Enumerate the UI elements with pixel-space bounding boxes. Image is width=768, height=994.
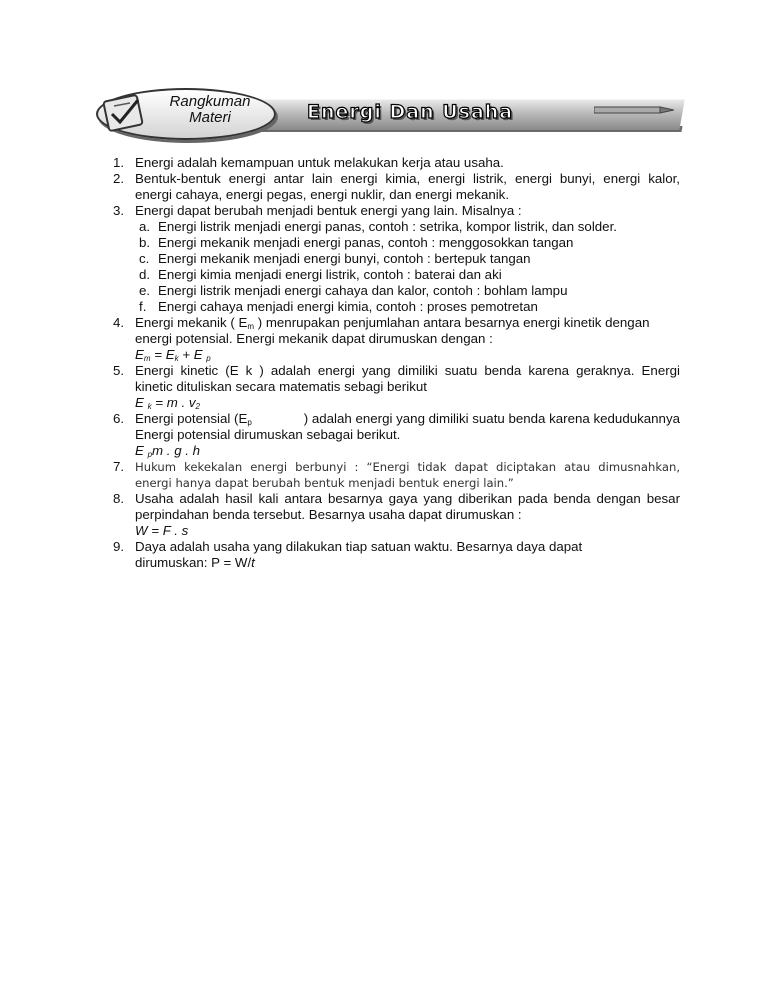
- subscript: k: [147, 402, 152, 411]
- subscript: 2: [195, 402, 200, 411]
- text-run: Energi potensial (E: [135, 411, 248, 426]
- item-2-line-2: energi cahaya, energi pegas, energi nuklir, dan energi mekanik.: [135, 187, 510, 202]
- formula-run: E: [135, 395, 148, 410]
- sub-letter: c.: [139, 251, 150, 266]
- oval-line-1: Rangkuman: [169, 93, 251, 110]
- pencil-icon: [594, 106, 674, 114]
- sub-item-b: Energi mekanik menjadi energi panas, contoh : menggosokkan tangan: [158, 235, 574, 250]
- formula-run: m . g . h: [152, 443, 201, 458]
- text-run: Energi mekanik ( E: [135, 315, 248, 330]
- item-3-line-1: Energi dapat berubah menjadi bentuk energi yang lain. Misalnya :: [135, 203, 522, 218]
- item-number: 8.: [113, 491, 125, 506]
- item-1-line-1: Energi adalah kemampuan untuk melakukan kerja atau usaha.: [135, 155, 504, 170]
- subscript: m: [247, 322, 255, 331]
- item-8-line-1: Usaha adalah hasil kali antara besarnya gaya yang diberikan pada benda dengan besar: [135, 491, 680, 506]
- item-number: 9.: [113, 539, 125, 554]
- item-7-line-2: energi hanya dapat berubah bentuk menjadi bentuk energi lain.”: [135, 476, 514, 490]
- oval-line-2: Materi: [189, 109, 231, 126]
- subscript: p: [247, 418, 252, 427]
- text-run: ) menrupakan penjumlahan antara besarnya energi kinetik dengan: [254, 315, 650, 330]
- text-run: ) adalah energi yang dimiliki suatu benda karena kedudukannya: [303, 411, 680, 426]
- formula-run: = E: [150, 347, 175, 362]
- item-2-line-1: Bentuk-bentuk energi antar lain energi kimia, energi listrik, energi bunyi, energi kalor,: [135, 171, 680, 186]
- item-9-line-2: [135, 555, 255, 571]
- formula-run: + E: [178, 347, 207, 362]
- sub-item-a: Energi listrik menjadi energi panas, contoh : setrika, kompor listrik, dan solder.: [158, 219, 617, 234]
- text-run: dirumuskan: P = W/: [135, 555, 252, 570]
- item-number: 2.: [113, 171, 125, 186]
- item-number: 3.: [113, 203, 125, 218]
- subscript: p: [206, 354, 211, 363]
- italic-t: t: [251, 555, 255, 570]
- formula-work: W = F . s: [135, 523, 189, 538]
- item-6-line-2: Energi potensial dirumuskan sebagai berikut.: [135, 427, 401, 442]
- item-number: 6.: [113, 411, 125, 426]
- item-5-line-1: Energi kinetic (E k ) adalah energi yang dimiliki suatu benda karena geraknya. Energi: [135, 363, 680, 378]
- item-7-line-1: Hukum kekekalan energi berbunyi : “Energi tidak dapat diciptakan atau dimusnahkan,: [135, 460, 680, 474]
- item-number: 5.: [113, 363, 125, 378]
- item-8-line-2: perpindahan benda tersebut. Besarnya usaha dapat dirumuskan :: [135, 507, 522, 522]
- item-5-line-2: kinetic dituliskan secara matematis sebagi berikut: [135, 379, 427, 394]
- formula-run: E: [135, 443, 148, 458]
- header-banner: [92, 88, 682, 138]
- subscript: k: [174, 354, 179, 363]
- clipboard-icon: [100, 92, 152, 132]
- banner-title: Energi Dan Usaha: [307, 101, 514, 123]
- sub-item-e: Energi listrik menjadi energi cahaya dan kalor, contoh : bohlam lampu: [158, 283, 568, 298]
- sub-item-c: Energi mekanik menjadi energi bunyi, contoh : bertepuk tangan: [158, 251, 531, 266]
- formula-run: E: [135, 347, 144, 362]
- sub-item-f: Energi cahaya menjadi energi kimia, contoh : proses pemotretan: [158, 299, 538, 314]
- oval-label: [154, 94, 266, 126]
- item-4-line-2: energi potensial. Energi mekanik dapat dirumuskan dengan :: [135, 331, 493, 346]
- subscript: m: [143, 354, 151, 363]
- sub-item-d: Energi kimia menjadi energi listrik, contoh : baterai dan aki: [158, 267, 502, 282]
- subscript: p: [147, 450, 153, 459]
- sub-letter: b.: [139, 235, 151, 250]
- sub-letter: a.: [139, 219, 151, 234]
- sub-letter: e.: [139, 283, 151, 298]
- sub-letter: d.: [139, 267, 151, 282]
- item-number: 1.: [113, 155, 125, 170]
- formula-run: = m . v: [151, 395, 196, 410]
- item-number: 7.: [113, 459, 125, 474]
- item-number: 4.: [113, 315, 125, 330]
- sub-letter: f.: [139, 299, 147, 314]
- item-9-line-1: Daya adalah usaha yang dilakukan tiap satuan waktu. Besarnya daya dapat: [135, 539, 583, 554]
